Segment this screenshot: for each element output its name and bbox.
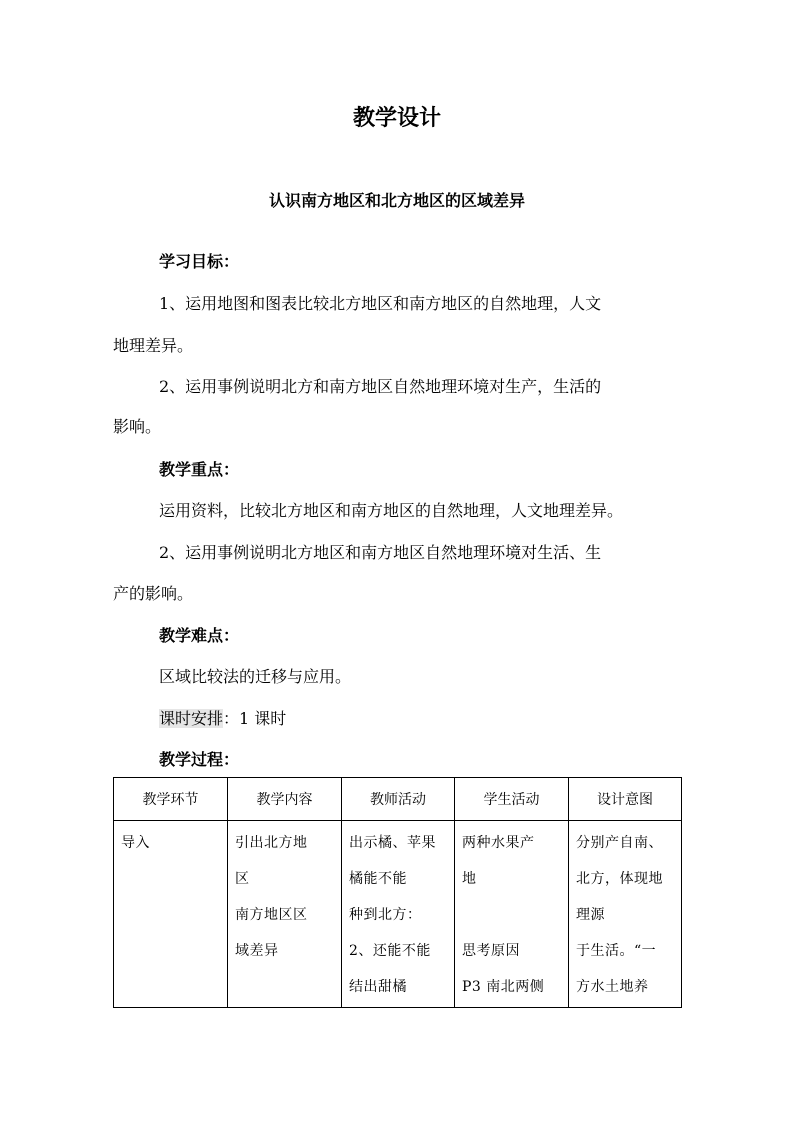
- cell-student-activity: [455, 821, 569, 1008]
- header-student-activity: 学生活动: [455, 778, 569, 821]
- header-stage: 教学环节: [114, 778, 228, 821]
- cell-teacher-activity: [342, 821, 455, 1008]
- page-title: 教学设计: [352, 105, 441, 131]
- difficulty-line-1: 区域比较法的迁移与应用。: [159, 667, 352, 686]
- cell-line: 引出北方地: [235, 835, 308, 851]
- cell-line: 橘能不能: [349, 871, 407, 887]
- cell-line: [462, 897, 562, 933]
- cell-line: 北方，体现地: [576, 871, 663, 887]
- lesson-subtitle: 认识南方地区和北方地区的区域差异: [268, 191, 525, 210]
- cell-line: 思考原因: [462, 943, 520, 959]
- cell-line: 导入: [121, 835, 150, 851]
- cell-line: 理源: [576, 907, 605, 923]
- cell-line: P3 南北两侧: [462, 979, 545, 995]
- cell-content: [228, 821, 342, 1008]
- objectives-heading: 学习目标：: [159, 252, 240, 271]
- cell-design-intent: [569, 821, 682, 1008]
- header-content: 教学内容: [228, 778, 342, 821]
- cell-line: 两种水果产: [462, 835, 535, 851]
- process-heading: 教学过程：: [159, 750, 240, 769]
- difficulties-heading: 教学难点：: [159, 626, 240, 645]
- cell-line: 南方地区区: [235, 907, 308, 923]
- objective-line-1: 1、运用地图和图表比较北方地区和南方地区的自然地理，人文: [159, 294, 602, 313]
- cell-line: 域差异: [235, 943, 279, 959]
- table-row: [114, 821, 682, 1008]
- key-points-heading: 教学重点：: [159, 460, 240, 479]
- class-hours-label: 课时安排: [159, 709, 224, 728]
- key-point-line-1: 运用资料，比较北方地区和南方地区的自然地理，人文地理差异。: [159, 501, 624, 520]
- header-teacher-activity: 教师活动: [342, 778, 455, 821]
- objective-line-4: 影响。: [113, 417, 162, 436]
- key-point-line-2: 2、运用事例说明北方地区和南方地区自然地理环境对生活、生: [159, 543, 602, 562]
- class-hours-value: ：1 课时: [223, 709, 287, 728]
- cell-line: 种到北方：: [349, 907, 422, 923]
- cell-line: 方水土地养: [576, 979, 649, 995]
- cell-line: 地: [462, 871, 477, 887]
- objective-line-2: 地理差异。: [113, 336, 194, 355]
- cell-line: 于生活。“一: [576, 943, 657, 959]
- teaching-process-table: [113, 777, 682, 1008]
- header-design-intent: 设计意图: [569, 778, 682, 821]
- cell-line: 分别产自南、: [576, 835, 663, 851]
- class-hours-line: [159, 706, 286, 729]
- cell-stage: [114, 821, 228, 1008]
- key-point-line-3: 产的影响。: [113, 584, 194, 603]
- cell-line: 出示橘、苹果: [349, 835, 436, 851]
- objective-line-3: 2、运用事例说明北方和南方地区自然地理环境对生产，生活的: [159, 377, 602, 396]
- cell-line: 区: [235, 871, 250, 887]
- table-header-row: [114, 778, 682, 821]
- cell-line: 2、还能不能: [349, 943, 431, 959]
- cell-line: 结出甜橘: [349, 979, 407, 995]
